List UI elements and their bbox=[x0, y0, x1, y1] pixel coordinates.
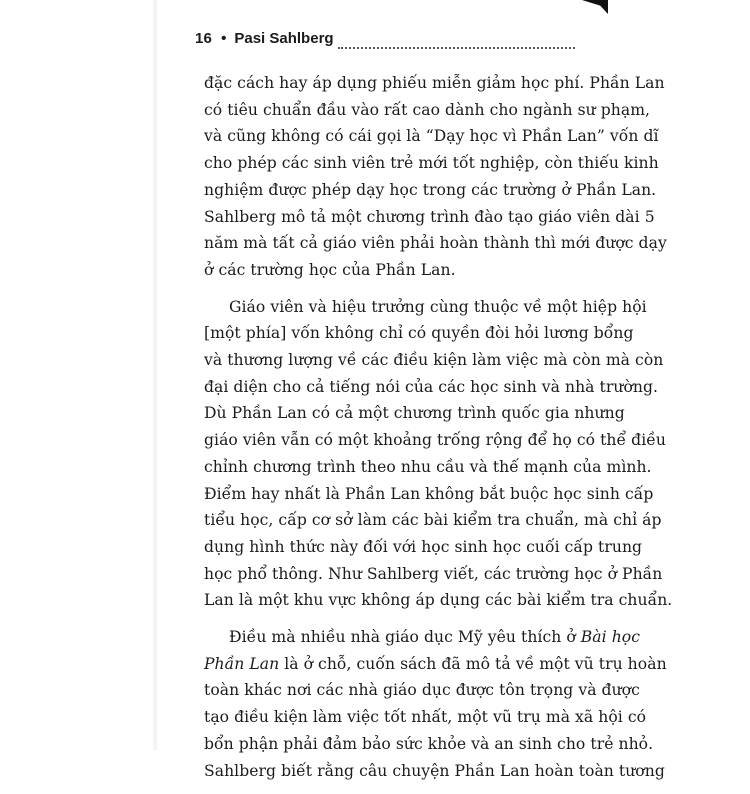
paragraph-3 bbox=[204, 624, 667, 784]
text-line: toàn khác nơi các nhà giáo dục được tôn trọng và được bbox=[204, 681, 640, 700]
book-page bbox=[160, 0, 673, 780]
text-line: tiểu học, cấp cơ sở làm các bài kiểm tra chuẩn, mà chỉ áp bbox=[204, 511, 662, 530]
text-line: Lan là một khu vực không áp dụng các bài kiểm tra chuẩn. bbox=[204, 591, 673, 610]
text-line: Giáo viên và hiệu trưởng cùng thuộc về một hiệp hội bbox=[229, 297, 647, 316]
text-line: có tiêu chuẩn đầu vào rất cao dành cho ngành sư phạm, bbox=[204, 100, 651, 119]
text-line: năm mà tất cả giáo viên phải hoàn thành thì mới được dạy bbox=[204, 234, 667, 253]
text-line: Sahlberg biết rằng câu chuyện Phần Lan hoàn toàn tương bbox=[204, 761, 665, 780]
text-line: và thương lượng về các điều kiện làm việc mà còn mà còn bbox=[204, 351, 664, 370]
text-line: nghiệm được phép dạy học trong các trường ở Phần Lan. bbox=[204, 180, 657, 199]
text-line: [một phía] vốn không chỉ có quyền đòi hỏi lương bổng bbox=[204, 324, 634, 343]
text-line: bổn phận phải đảm bảo sức khỏe và an sinh cho trẻ nhỏ. bbox=[204, 734, 654, 753]
text-line: chỉnh chương trình theo nhu cầu và thế mạnh của mình. bbox=[204, 457, 652, 476]
text-line: giáo viên vẫn có một khoảng trống rộng để họ có thể điều bbox=[204, 431, 666, 450]
header-bullet: • bbox=[221, 30, 227, 47]
text-run: Điều mà nhiều nhà giáo dục Mỹ yêu thích ở bbox=[229, 628, 581, 647]
text-line: Điểm hay nhất là Phần Lan không bắt buộc học sinh cấp bbox=[204, 484, 654, 503]
page-header bbox=[195, 30, 575, 52]
paragraph-2 bbox=[204, 294, 673, 614]
text-line: Sahlberg mô tả một chương trình đào tạo giáo viên dài 5 bbox=[204, 207, 655, 226]
page-number: 16 bbox=[195, 30, 213, 47]
book-title-italic: Bài học bbox=[580, 628, 641, 647]
text-line: học phổ thông. Như Sahlberg viết, các trường học ở Phần bbox=[204, 564, 663, 583]
body-text bbox=[204, 70, 673, 794]
book-title-italic: Phần Lan bbox=[204, 654, 280, 673]
text-line: tạo điều kiện làm việc tốt nhất, một vũ trụ mà xã hội có bbox=[204, 708, 647, 727]
running-head-author: Pasi Sahlberg bbox=[234, 30, 334, 47]
text-line: đặc cách hay áp dụng phiếu miễn giảm học phí. Phần Lan bbox=[204, 74, 665, 92]
scan-edge bbox=[152, 0, 158, 750]
text-line bbox=[204, 624, 641, 651]
text-line: cho phép các sinh viên trẻ mới tốt nghiệp, còn thiếu kinh bbox=[204, 154, 659, 173]
paragraph-1 bbox=[204, 70, 667, 284]
text-line: ở các trường học của Phần Lan. bbox=[204, 260, 456, 279]
text-line: Dù Phần Lan có cả một chương trình quốc gia nhưng bbox=[204, 404, 625, 423]
text-line: dụng hình thức này đối với học sinh học cuối cấp trung bbox=[204, 537, 643, 556]
text-line: đại diện cho cả tiếng nói của các học sinh và nhà trường. bbox=[204, 377, 659, 396]
text-line: và cũng không có cái gọi là “Dạy học vì Phần Lan” vốn dĩ bbox=[204, 127, 659, 146]
text-line bbox=[204, 651, 667, 678]
header-dotted-rule bbox=[338, 46, 575, 49]
text-run: là ở chỗ, cuốn sách đã mô tả về một vũ trụ hoàn bbox=[279, 654, 667, 673]
